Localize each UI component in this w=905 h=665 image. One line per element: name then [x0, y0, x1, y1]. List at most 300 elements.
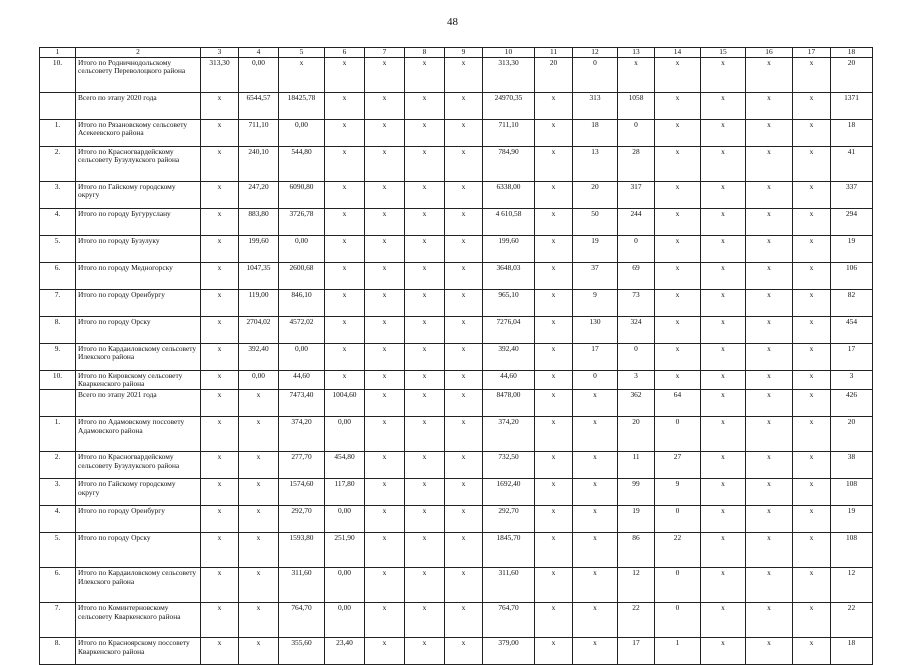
- value-cell: x: [793, 638, 831, 665]
- value-cell: x: [365, 479, 405, 506]
- value-cell: 965,10: [483, 290, 535, 317]
- value-cell: x: [445, 209, 483, 236]
- value-cell: 764,70: [483, 603, 535, 638]
- column-header: 10: [483, 48, 535, 58]
- value-cell: 38: [831, 452, 873, 479]
- value-cell: x: [535, 263, 573, 290]
- value-cell: x: [445, 506, 483, 533]
- value-cell: x: [201, 182, 239, 209]
- value-cell: 337: [831, 182, 873, 209]
- value-cell: 1845,70: [483, 533, 535, 568]
- row-number-cell: 10.: [40, 58, 76, 93]
- value-cell: 711,10: [483, 120, 535, 147]
- value-cell: x: [201, 533, 239, 568]
- value-cell: 0,00: [279, 344, 325, 371]
- value-cell: x: [325, 147, 365, 182]
- value-cell: 41: [831, 147, 873, 182]
- value-cell: x: [239, 506, 279, 533]
- value-cell: 12: [831, 568, 873, 603]
- value-cell: x: [573, 533, 618, 568]
- value-cell: x: [655, 344, 701, 371]
- value-cell: x: [701, 506, 746, 533]
- value-cell: 4572,02: [279, 317, 325, 344]
- value-cell: x: [405, 603, 445, 638]
- value-cell: x: [445, 147, 483, 182]
- value-cell: 69: [618, 263, 655, 290]
- value-cell: 86: [618, 533, 655, 568]
- table-row: [40, 533, 873, 568]
- row-name-cell: Итого по городу Оренбургу: [76, 290, 201, 317]
- row-number-cell: 7.: [40, 603, 76, 638]
- table-row: [40, 603, 873, 638]
- value-cell: 23,40: [325, 638, 365, 665]
- column-header: 11: [535, 48, 573, 58]
- value-cell: x: [793, 209, 831, 236]
- value-cell: x: [365, 603, 405, 638]
- table-row: [40, 390, 873, 417]
- row-number-cell: 7.: [40, 290, 76, 317]
- value-cell: x: [655, 209, 701, 236]
- value-cell: x: [201, 638, 239, 665]
- value-cell: 199,60: [239, 236, 279, 263]
- value-cell: x: [201, 263, 239, 290]
- value-cell: x: [793, 371, 831, 390]
- row-name-cell: Итого по Красноярскому поссовету Кваркенского района: [76, 638, 201, 665]
- value-cell: x: [445, 182, 483, 209]
- value-cell: x: [793, 603, 831, 638]
- value-cell: x: [535, 568, 573, 603]
- value-cell: 0,00: [239, 58, 279, 93]
- value-cell: 9: [655, 479, 701, 506]
- value-cell: x: [405, 209, 445, 236]
- value-cell: 12: [618, 568, 655, 603]
- row-name-cell: Итого по Коминтерновскому сельсовету Кваркенского района: [76, 603, 201, 638]
- value-cell: 1047,35: [239, 263, 279, 290]
- value-cell: x: [445, 317, 483, 344]
- value-cell: 0,00: [279, 236, 325, 263]
- value-cell: x: [535, 147, 573, 182]
- table-row: [40, 317, 873, 344]
- value-cell: 0,00: [325, 417, 365, 452]
- row-name-cell: Всего по этапу 2021 года: [76, 390, 201, 417]
- value-cell: x: [365, 452, 405, 479]
- data-table: [39, 47, 873, 665]
- row-name-cell: Итого по Кардаиловскому сельсовету Илекского района: [76, 344, 201, 371]
- value-cell: x: [793, 417, 831, 452]
- value-cell: x: [701, 638, 746, 665]
- value-cell: x: [701, 263, 746, 290]
- value-cell: x: [793, 506, 831, 533]
- value-cell: x: [573, 568, 618, 603]
- value-cell: x: [445, 452, 483, 479]
- value-cell: 4 610,58: [483, 209, 535, 236]
- value-cell: x: [365, 58, 405, 93]
- value-cell: 294: [831, 209, 873, 236]
- column-header: 1: [40, 48, 76, 58]
- value-cell: 130: [573, 317, 618, 344]
- value-cell: x: [535, 390, 573, 417]
- value-cell: x: [239, 533, 279, 568]
- value-cell: 73: [618, 290, 655, 317]
- value-cell: x: [655, 93, 701, 120]
- value-cell: x: [701, 452, 746, 479]
- table-row: [40, 209, 873, 236]
- value-cell: x: [325, 371, 365, 390]
- row-name-cell: Итого по Гайскому городскому округу: [76, 479, 201, 506]
- value-cell: x: [445, 568, 483, 603]
- value-cell: x: [573, 638, 618, 665]
- value-cell: 64: [655, 390, 701, 417]
- value-cell: 2704,02: [239, 317, 279, 344]
- value-cell: 3: [618, 371, 655, 390]
- value-cell: x: [701, 417, 746, 452]
- value-cell: 317: [618, 182, 655, 209]
- value-cell: x: [405, 344, 445, 371]
- row-name-cell: Итого по Красногвардейскому сельсовету Бузулукского района: [76, 147, 201, 182]
- value-cell: 18425,78: [279, 93, 325, 120]
- value-cell: 1058: [618, 93, 655, 120]
- value-cell: 0: [573, 58, 618, 93]
- value-cell: 18: [831, 120, 873, 147]
- value-cell: x: [573, 603, 618, 638]
- value-cell: 784,90: [483, 147, 535, 182]
- column-header: 13: [618, 48, 655, 58]
- value-cell: 199,60: [483, 236, 535, 263]
- value-cell: 0,00: [325, 506, 365, 533]
- value-cell: x: [793, 533, 831, 568]
- value-cell: 19: [618, 506, 655, 533]
- value-cell: 292,70: [279, 506, 325, 533]
- value-cell: 6338,00: [483, 182, 535, 209]
- value-cell: 0,00: [239, 371, 279, 390]
- value-cell: x: [746, 236, 793, 263]
- value-cell: x: [535, 290, 573, 317]
- value-cell: 1593,80: [279, 533, 325, 568]
- column-header: 12: [573, 48, 618, 58]
- value-cell: x: [325, 290, 365, 317]
- value-cell: x: [535, 417, 573, 452]
- value-cell: x: [239, 603, 279, 638]
- value-cell: x: [201, 147, 239, 182]
- column-header: 18: [831, 48, 873, 58]
- table-row: [40, 371, 873, 390]
- value-cell: x: [405, 568, 445, 603]
- value-cell: 18: [831, 638, 873, 665]
- value-cell: x: [239, 638, 279, 665]
- row-number-cell: 5.: [40, 236, 76, 263]
- value-cell: 0: [573, 371, 618, 390]
- row-name-cell: Итого по городу Оренбургу: [76, 506, 201, 533]
- value-cell: 19: [573, 236, 618, 263]
- value-cell: x: [365, 344, 405, 371]
- value-cell: 0: [655, 506, 701, 533]
- row-name-cell: Итого по Кардаиловскому сельсовету Илекского района: [76, 568, 201, 603]
- table-row: [40, 290, 873, 317]
- value-cell: x: [746, 417, 793, 452]
- value-cell: x: [365, 568, 405, 603]
- value-cell: x: [746, 58, 793, 93]
- value-cell: x: [445, 533, 483, 568]
- value-cell: x: [701, 568, 746, 603]
- value-cell: 0,00: [325, 603, 365, 638]
- row-number-cell: 9.: [40, 344, 76, 371]
- value-cell: 7473,40: [279, 390, 325, 417]
- value-cell: 324: [618, 317, 655, 344]
- value-cell: x: [701, 93, 746, 120]
- value-cell: x: [445, 290, 483, 317]
- value-cell: x: [618, 58, 655, 93]
- value-cell: x: [405, 390, 445, 417]
- value-cell: 1371: [831, 93, 873, 120]
- value-cell: 0,00: [325, 568, 365, 603]
- value-cell: x: [793, 290, 831, 317]
- table-row: [40, 638, 873, 665]
- value-cell: x: [325, 209, 365, 236]
- value-cell: 292,70: [483, 506, 535, 533]
- value-cell: x: [325, 120, 365, 147]
- value-cell: x: [239, 479, 279, 506]
- value-cell: x: [445, 236, 483, 263]
- value-cell: x: [405, 290, 445, 317]
- row-number-cell: 6.: [40, 263, 76, 290]
- value-cell: x: [701, 120, 746, 147]
- value-cell: x: [655, 120, 701, 147]
- column-header: 16: [746, 48, 793, 58]
- column-header: 3: [201, 48, 239, 58]
- value-cell: x: [201, 417, 239, 452]
- column-header: 8: [405, 48, 445, 58]
- value-cell: 22: [618, 603, 655, 638]
- value-cell: x: [535, 317, 573, 344]
- value-cell: 392,40: [239, 344, 279, 371]
- value-cell: x: [201, 290, 239, 317]
- value-cell: 0: [618, 344, 655, 371]
- value-cell: 426: [831, 390, 873, 417]
- value-cell: 0: [655, 603, 701, 638]
- value-cell: x: [535, 182, 573, 209]
- value-cell: 17: [831, 344, 873, 371]
- value-cell: x: [793, 452, 831, 479]
- value-cell: x: [701, 317, 746, 344]
- value-cell: 11: [618, 452, 655, 479]
- value-cell: 277,70: [279, 452, 325, 479]
- row-number-cell: 1.: [40, 120, 76, 147]
- value-cell: 19: [831, 236, 873, 263]
- table-row: [40, 58, 873, 93]
- column-header: 9: [445, 48, 483, 58]
- value-cell: 362: [618, 390, 655, 417]
- value-cell: x: [701, 479, 746, 506]
- value-cell: 0: [618, 120, 655, 147]
- value-cell: x: [535, 533, 573, 568]
- value-cell: x: [655, 236, 701, 263]
- value-cell: 313,30: [201, 58, 239, 93]
- value-cell: 106: [831, 263, 873, 290]
- value-cell: 22: [655, 533, 701, 568]
- value-cell: 846,10: [279, 290, 325, 317]
- value-cell: 247,20: [239, 182, 279, 209]
- value-cell: x: [573, 390, 618, 417]
- value-cell: 244: [618, 209, 655, 236]
- value-cell: x: [535, 209, 573, 236]
- value-cell: 764,70: [279, 603, 325, 638]
- row-name-cell: Итого по Кировскому сельсовету Кваркенского района: [76, 371, 201, 390]
- value-cell: x: [701, 209, 746, 236]
- value-cell: x: [445, 263, 483, 290]
- table-body: [40, 58, 873, 665]
- row-number-cell: 5.: [40, 533, 76, 568]
- value-cell: 108: [831, 479, 873, 506]
- value-cell: x: [405, 93, 445, 120]
- value-cell: x: [701, 236, 746, 263]
- table-row: [40, 263, 873, 290]
- value-cell: 0,00: [279, 120, 325, 147]
- value-cell: x: [445, 120, 483, 147]
- value-cell: x: [201, 479, 239, 506]
- value-cell: 37: [573, 263, 618, 290]
- value-cell: x: [573, 479, 618, 506]
- value-cell: x: [535, 236, 573, 263]
- value-cell: x: [445, 638, 483, 665]
- value-cell: x: [793, 236, 831, 263]
- value-cell: x: [405, 417, 445, 452]
- value-cell: x: [325, 182, 365, 209]
- row-name-cell: Итого по городу Бузулуку: [76, 236, 201, 263]
- value-cell: x: [405, 236, 445, 263]
- row-number-cell: 4.: [40, 209, 76, 236]
- value-cell: x: [793, 390, 831, 417]
- value-cell: 50: [573, 209, 618, 236]
- value-cell: 711,10: [239, 120, 279, 147]
- value-cell: x: [201, 344, 239, 371]
- value-cell: 355,60: [279, 638, 325, 665]
- value-cell: x: [746, 93, 793, 120]
- value-cell: x: [746, 390, 793, 417]
- value-cell: x: [445, 417, 483, 452]
- value-cell: 0: [618, 236, 655, 263]
- value-cell: x: [746, 182, 793, 209]
- value-cell: 379,00: [483, 638, 535, 665]
- value-cell: x: [535, 603, 573, 638]
- value-cell: x: [573, 452, 618, 479]
- value-cell: 1004,60: [325, 390, 365, 417]
- table-row: [40, 236, 873, 263]
- value-cell: x: [365, 93, 405, 120]
- value-cell: x: [365, 533, 405, 568]
- value-cell: 2600,68: [279, 263, 325, 290]
- value-cell: 99: [618, 479, 655, 506]
- value-cell: x: [365, 506, 405, 533]
- row-number-cell: 2.: [40, 452, 76, 479]
- value-cell: x: [201, 93, 239, 120]
- value-cell: x: [746, 533, 793, 568]
- row-number-cell: [40, 390, 76, 417]
- value-cell: 7276,04: [483, 317, 535, 344]
- value-cell: x: [365, 236, 405, 263]
- value-cell: x: [239, 568, 279, 603]
- row-name-cell: Итого по Красногвардейскому сельсовету Бузулукского района: [76, 452, 201, 479]
- value-cell: x: [655, 263, 701, 290]
- table-row: [40, 344, 873, 371]
- value-cell: x: [405, 263, 445, 290]
- value-cell: 544,80: [279, 147, 325, 182]
- value-cell: 44,60: [483, 371, 535, 390]
- row-name-cell: Итого по Адамовскому поссовету Адамовского района: [76, 417, 201, 452]
- value-cell: 1: [655, 638, 701, 665]
- value-cell: 108: [831, 533, 873, 568]
- value-cell: x: [201, 452, 239, 479]
- row-number-cell: 2.: [40, 147, 76, 182]
- value-cell: x: [535, 120, 573, 147]
- value-cell: x: [701, 371, 746, 390]
- value-cell: 3726,78: [279, 209, 325, 236]
- value-cell: x: [239, 452, 279, 479]
- value-cell: x: [746, 290, 793, 317]
- value-cell: x: [405, 58, 445, 93]
- row-number-cell: 8.: [40, 638, 76, 665]
- value-cell: x: [655, 182, 701, 209]
- row-name-cell: Итого по городу Бугуруслану: [76, 209, 201, 236]
- value-cell: 13: [573, 147, 618, 182]
- value-cell: x: [325, 344, 365, 371]
- value-cell: x: [405, 506, 445, 533]
- value-cell: x: [535, 452, 573, 479]
- value-cell: x: [793, 182, 831, 209]
- row-number-cell: 8.: [40, 317, 76, 344]
- value-cell: x: [746, 506, 793, 533]
- value-cell: x: [325, 58, 365, 93]
- value-cell: x: [746, 120, 793, 147]
- value-cell: 20: [535, 58, 573, 93]
- row-number-cell: 4.: [40, 506, 76, 533]
- value-cell: 374,20: [279, 417, 325, 452]
- column-header: 2: [76, 48, 201, 58]
- value-cell: x: [201, 506, 239, 533]
- value-cell: x: [793, 263, 831, 290]
- column-header: 14: [655, 48, 701, 58]
- table-row: [40, 417, 873, 452]
- value-cell: x: [701, 603, 746, 638]
- row-name-cell: Итого по городу Орску: [76, 533, 201, 568]
- value-cell: 1692,40: [483, 479, 535, 506]
- value-cell: x: [405, 147, 445, 182]
- value-cell: x: [445, 58, 483, 93]
- column-header: 6: [325, 48, 365, 58]
- row-number-cell: 10.: [40, 371, 76, 390]
- value-cell: x: [701, 344, 746, 371]
- value-cell: x: [365, 638, 405, 665]
- value-cell: x: [655, 147, 701, 182]
- value-cell: x: [793, 93, 831, 120]
- value-cell: 6090,80: [279, 182, 325, 209]
- value-cell: x: [701, 290, 746, 317]
- value-cell: x: [535, 344, 573, 371]
- value-cell: x: [793, 568, 831, 603]
- value-cell: x: [701, 533, 746, 568]
- value-cell: x: [573, 506, 618, 533]
- value-cell: x: [746, 371, 793, 390]
- table-row: [40, 506, 873, 533]
- value-cell: x: [445, 93, 483, 120]
- value-cell: 454,80: [325, 452, 365, 479]
- column-header: 17: [793, 48, 831, 58]
- value-cell: 28: [618, 147, 655, 182]
- value-cell: x: [535, 371, 573, 390]
- value-cell: x: [746, 568, 793, 603]
- value-cell: 1574,60: [279, 479, 325, 506]
- value-cell: x: [405, 120, 445, 147]
- value-cell: 20: [618, 417, 655, 452]
